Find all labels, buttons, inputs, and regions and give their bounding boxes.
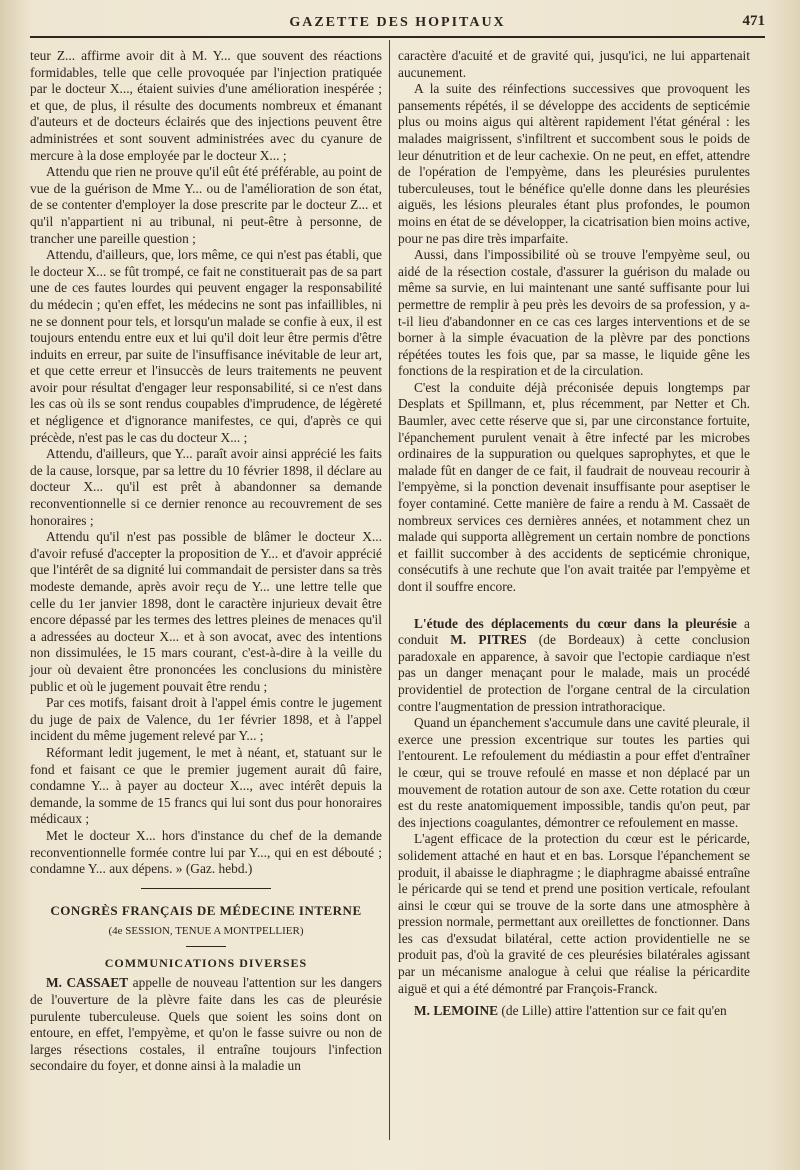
paragraph: A la suite des réinfections successives que provoquent les pansements répétés, il se développe des accidents de septicémie plus ou moins aigus qui altèrent rapidement l'état général : les malades maigrissent, s'infiltrent et succombent sous le poids de leur dénutrition et de leur cachexie. On ne peut, en effet, attendre de l'opération de l'empyème, dans les pleurésies purulentes tuberculeuses, tout le bénéfice qu'elle donne dans les pleurésies aiguës, les lésions pleurales étant plus profondes, le poumon moins en état de se développer, la cicatrisation bien moins active, pour ne pas dire très imparfaite. bbox=[398, 81, 750, 246]
author-name: M. CASSAET bbox=[46, 975, 129, 991]
paragraph bbox=[398, 616, 750, 716]
page-number: 471 bbox=[742, 13, 765, 29]
paragraph: caractère d'acuité et de gravité qui, jusqu'ici, ne lui appartenait aucunement. bbox=[398, 48, 750, 80]
paragraph: Met le docteur X... hors d'instance du chef de la demande reconventionnelle formée contre lui par Y..., qui en est débouté ; condamne Y... aux dépens. » (Gaz. hebd.) bbox=[30, 827, 382, 877]
paragraph: Aussi, dans l'impossibilité où se trouve l'empyème seul, ou aidé de la résection costale, d'assurer la guérison du malade ou même sa survie, en lui maintenant une santé suffisante pour lui permettre de remplir à peu près les devoirs de sa profession, y a-t-il lieu d'abandonner en ce cas ces larges interventions et de se borner à la simple évacuation de la plèvre par des ponctions répétées toutes les fois que, par sa masse, le liquide gêne les fonctions de la respiration et de la circulation. bbox=[398, 247, 750, 379]
paragraph bbox=[398, 1003, 750, 1020]
paragraph: Attendu qu'il n'est pas possible de blâmer le docteur X... d'avoir refusé d'accepter la proposition de Y... et d'avoir apprécié que l'intérêt de sa dignité lui commandait de persister dans sa très modeste demande, après avoir reçu de Y... une lettre telle que celle du 1er janvier 1898, dont le caractère injurieux devait être encore dépassé par les termes des lettres pleines de menaces qu'il a adressées au docteur X... et à son avocat, avec des intentions non dissimulées, le 15 mars courant, c'est-à-dire à la veille du jour où devaient être prononcées les conclusions du ministère public et où le jugement pouvait être rendu ; bbox=[30, 529, 382, 694]
left-column bbox=[30, 48, 382, 1075]
congress-title: CONGRÈS FRANÇAIS DE MÉDECINE INTERNE bbox=[50, 902, 362, 918]
paragraph: Par ces motifs, faisant droit à l'appel émis contre le jugement du juge de paix de Valence, du 1er février 1898, et à l'appel incident du même jugement relevé par Y... ; bbox=[30, 695, 382, 744]
paragraph-text: (de Lille) attire l'attention sur ce fait qu'en bbox=[498, 1003, 727, 1019]
section-separator bbox=[141, 888, 271, 889]
communications-title: COMMUNICATIONS DIVERSES bbox=[104, 955, 308, 970]
spacer bbox=[398, 596, 750, 602]
paragraph: L'agent efficace de la protection du cœur est le péricarde, solidement attaché en haut et en bas. Lorsque l'épanchement se produit, il abaisse le diaphragme ; le diaphragme abaissé entraîne le péricarde qui se tend et prend une position verticale, refoulant ainsi le cœur qui se trouve de la sorte dans une atmosphère à pression normale, permettant aux oreillettes de fonctionner. Dans les cas d'exsudat bilatéral, cette action providentielle ne se produit pas, d'où la gravité de ces pleurésies bilatérales agissant par un mécanisme analogue à celui que réalise la péricardite aiguë et qui a été démontré par François-Franck. bbox=[398, 831, 750, 996]
paragraph-text: a conduit bbox=[398, 615, 750, 648]
paragraph: Quand un épanchement s'accumule dans une cavité pleurale, il exerce une pression excentrique sur toutes les parties qui l'entourent. Le refoulement du médiastin a pour effet d'entraîner le cœur, qui se trouve refoulé en masse et non déplacé par un mouvement de rotation autour de son axe. Cette rotation du cœur est du reste anatomiquement impossible, tandis qu'on peut, par des injections coagulantes, démontrer ce refoulement en masse. bbox=[398, 715, 750, 830]
page-header bbox=[30, 6, 765, 38]
paragraph: Réformant ledit jugement, le met à néant, et, statuant sur le fond et faisant ce que le premier jugement aurait dû faire, condamne Y... à payer au docteur X..., avec intérêt depuis la demande, la somme de 15 francs qui lui sont dus pour honoraires médicaux ; bbox=[30, 744, 382, 827]
paragraph: Attendu que rien ne prouve qu'il eût été préférable, au point de vue de la guérison de Mme Y... ou de l'amélioration de son état, de se contenter d'employer la dose prescrite par le docteur Z... et qu'il n'appartient ni au tribunal, ni peut-être à personne, de trancher une pareille question ; bbox=[30, 164, 382, 246]
congress-subtitle: (4e SESSION, TENUE A MONTPELLIER) bbox=[108, 925, 304, 938]
right-column bbox=[398, 48, 750, 1020]
paragraph: C'est la conduite déjà préconisée depuis longtemps par Desplats et Spillmann, et, plus récemment, par Netter et Ch. Baumler, avec cette réserve que si, par une circonstance fortuite, l'épanchement purulent venait à être infecté par les microbes ordinaires de la suppuration ou quelques saprophytes, et que le malade fût en danger de ce fait, il faudrait de nouveau recourir à l'empyème, si la ponction devenait insuffisante pour aseptiser le foyer contaminé. Cette manière de faire a rendu à M. Cassaët de nombreux services ces dernières années, et notamment chez un malade qui supporta allègrement un certain nombre de ponctions et faillit succomber à des accidents de septicémie chronique, consécutifs à une rechute que l'on avait traitée par l'empyème et dont il souffre encore. bbox=[398, 379, 750, 594]
paragraph: teur Z... affirme avoir dit à M. Y... que souvent des réactions formidables, telle que celle provoquée par l'injection pratiquée par le docteur X..., étaient suivies d'une amélioration inespérée ; et que, de plus, il résulte des documents nombreux et émanant d'auteurs et de docteurs éclairés que des injections peuvent être administrées et sont souvent administrées avec du cyanure de mercure à la dose employée par le docteur X... ; bbox=[30, 48, 382, 163]
paragraph: Attendu, d'ailleurs, que Y... paraît avoir ainsi apprécié les faits de la cause, lorsque, par sa lettre du 10 février 1898, il déclare au docteur X... qu'il est prêt à abandonner sa demande reconventionnelle si ce dernier renonce au recouvrement de ses honoraires ; bbox=[30, 446, 382, 528]
column-divider bbox=[389, 40, 390, 1140]
paragraph-text: (de Bordeaux) à cette conclusion paradoxale en apparence, à savoir que l'ectopie cardiaque n'est pas un danger menaçant pour le malade, mais un procédé providentiel de protection de l'organe central de la circulation contre l'augmentation de pression intrathoracique. bbox=[398, 632, 750, 714]
paragraph: Attendu, d'ailleurs, que, lors même, ce qui n'est pas établi, que le docteur X... se fût trompé, ce fait ne constituerait pas de sa part une de ces fautes lourdes qui peuvent engager la responsabilité du médecin ; qu'en effet, les médecins ne sont pas infaillibles, ni ne se donnent pour tels, et lorsqu'un malade se confie à eux, il est toujours entendu entre eux et lui qu'il doit leur être permis d'être induits en erreur, par suite de l'insuffisance inévitable de leur art, et que cette erreur et l'insuccès de leurs traitements ne peuvent avoir pour résultat d'engager leur responsabilité, si ce n'est dans les cas où ils se sont rendus coupables d'imprudence, de légèreté et négligence et d'ignorance manifestes, ce qui, d'après ce qui précède, n'est pas le cas du docteur X... ; bbox=[30, 247, 382, 445]
journal-title: GAZETTE DES HOPITAUX bbox=[289, 15, 506, 30]
author-name: M. PITRES bbox=[450, 632, 527, 648]
author-name: M. LEMOINE bbox=[414, 1003, 499, 1019]
short-separator bbox=[186, 946, 226, 947]
paragraph bbox=[30, 975, 382, 1075]
paragraph-text: appelle de nouveau l'attention sur les dangers de l'ouverture de la plèvre faite dans les cas de pleurésie purulente tuberculeuse. Quels que soient les soins dont on entoure, en effet, l'empyème, et qu'on le fasse suivre ou non de larges résections costales, il entraîne toujours l'infection secondaire du foyer, et donne ainsi à la maladie un bbox=[30, 975, 382, 1074]
section-lead: L'étude des déplacements du cœur dans la pleurésie bbox=[414, 615, 737, 631]
